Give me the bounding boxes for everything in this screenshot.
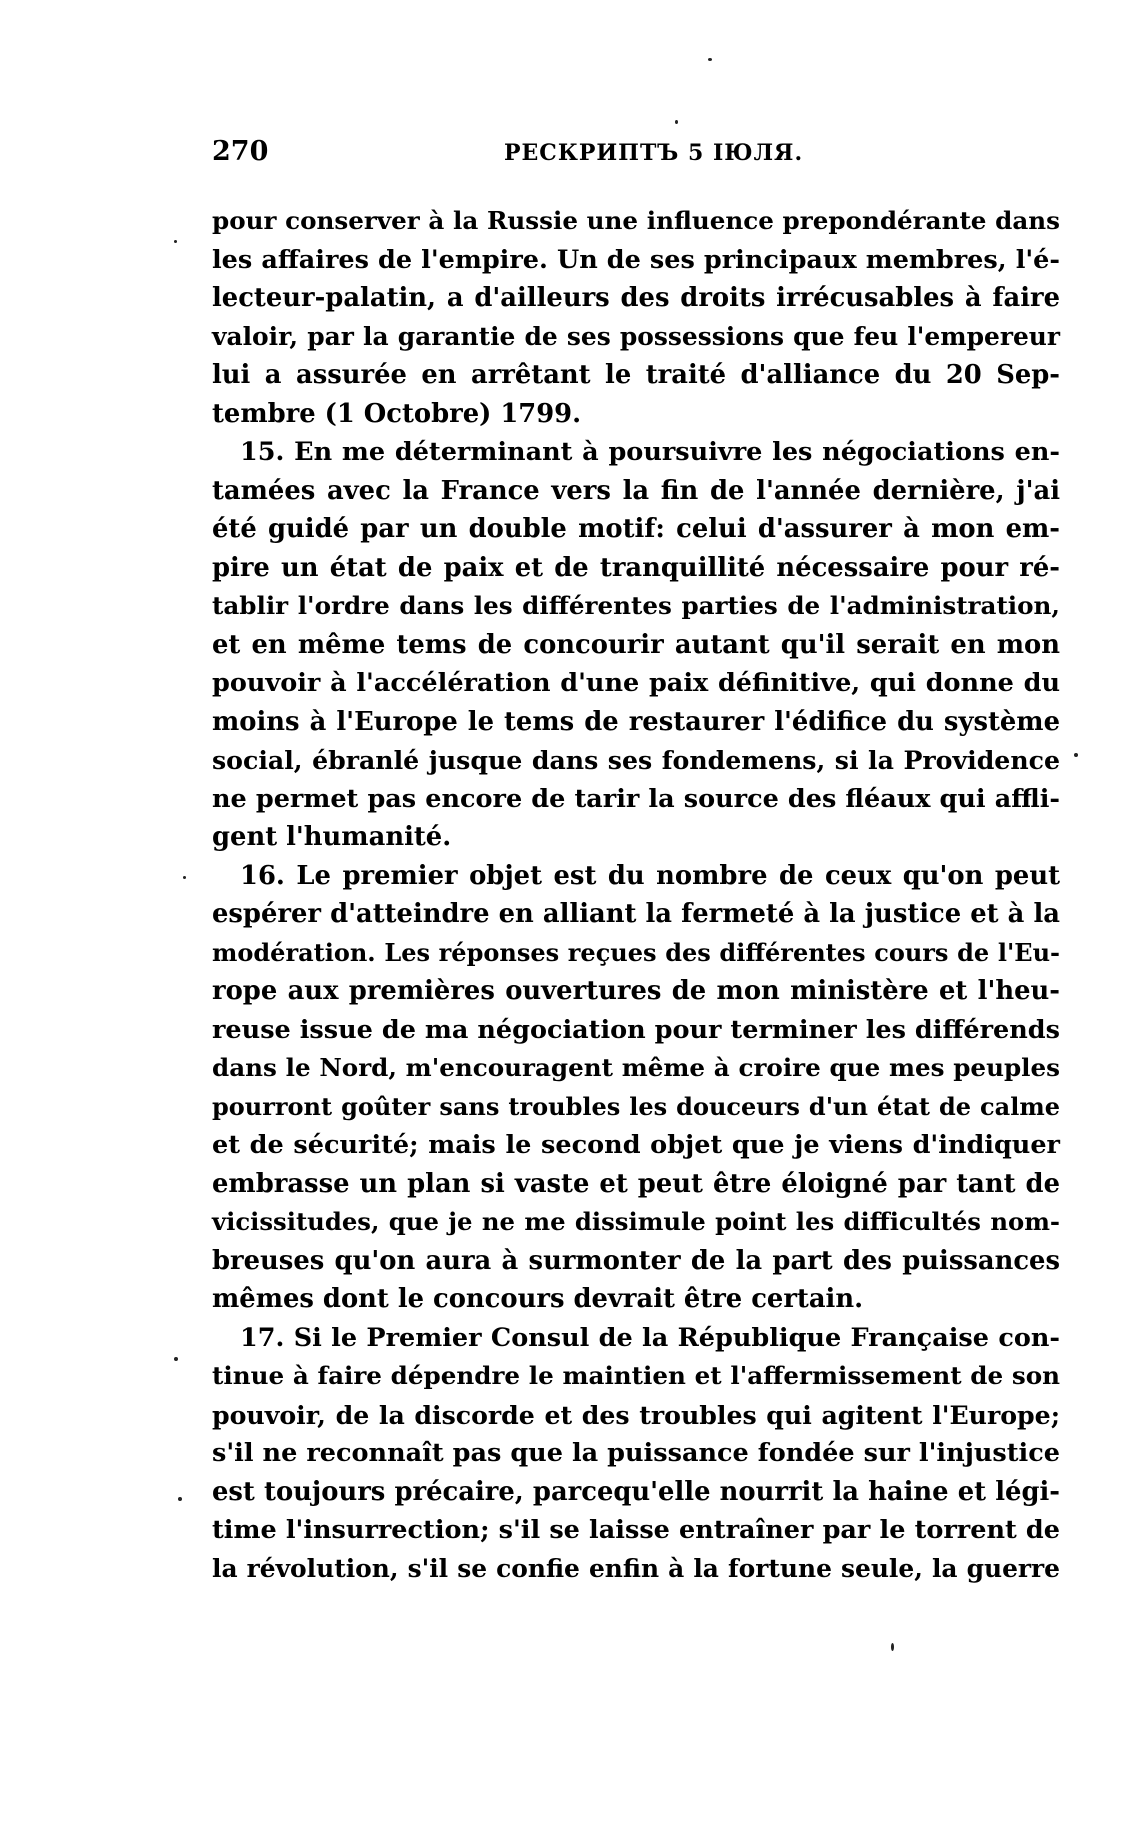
text-line: rope aux premières ouvertures de mon ministère et l'heu- [212,976,1060,1006]
scan-speck [891,1643,894,1651]
scan-speck [708,58,712,61]
text-line: la révolution, s'il se confie enfin à la fortune seule, la guerre [212,1553,1060,1583]
text-line: social, ébranlé jusque dans ses fondemens, si la Providence [212,745,1060,775]
text-line: les affaires de l'empire. Un de ses principaux membres, l'é- [212,244,1060,275]
text-line: et de sécurité; mais le second objet que je viens d'indiquer [212,1130,1060,1160]
text-line: reuse issue de ma négociation pour terminer les différends [212,1014,1060,1045]
text-line: pourront goûter sans troubles les douceurs d'un état de calme [212,1091,1060,1121]
paragraph-start-17: 17. Si le Premier Consul de la République Française con- [240,1322,1060,1353]
text-line: pouvoir, de la discorde et des troubles qui agitent l'Europe; [212,1399,1060,1430]
text-line: vicissitudes, que je ne me dissimule point les difficultés nom- [212,1207,1060,1236]
paragraph-start-15: 15. En me déterminant à poursuivre les négociations en- [240,437,1060,467]
text-line: breuses qu'on aura à surmonter de la part des puissances [212,1245,1060,1276]
text-line: pouvoir à l'accélération d'une paix définitive, qui donne du [212,668,1060,698]
text-line: est toujours précaire, parcequ'elle nourrit la haine et légi- [212,1476,1060,1507]
text-line: lecteur-palatin, a d'ailleurs des droits irrécusables à faire [212,283,1060,313]
text-line: lui a assurée en arrêtant le traité d'alliance du 20 Sep- [212,360,1060,390]
text-line: gent l'humanité. [212,822,452,852]
scan-speck [174,240,177,243]
scan-speck [1074,753,1078,757]
scan-speck [675,120,678,124]
text-line: embrasse un plan si vaste et peut être éloigné par tant de [212,1168,1060,1199]
text-line: été guidé par un double motif: celui d'assurer à mon em- [212,514,1060,544]
text-line: et en même tems de concourir autant qu'il serait en mon [212,629,1060,660]
text-line: ne permet pas encore de tarir la source des fléaux qui affli- [212,783,1060,814]
scan-speck [183,876,186,879]
text-line: modération. Les réponses reçues des différentes cours de l'Eu- [212,937,1060,967]
text-line: tablir l'ordre dans les différentes parties de l'administration, [212,591,1060,620]
text-line: mêmes dont le concours devrait être certain. [212,1284,864,1314]
scan-speck [178,1497,182,1501]
text-line: dans le Nord, m'encouragent même à croire que mes peuples [212,1053,1060,1082]
scan-speck [174,1357,178,1361]
text-line: tamées avec la France vers la fin de l'année dernière, j'ai [212,475,1060,506]
paragraph-start-16: 16. Le premier objet est du nombre de ceux qu'on peut [240,860,1060,891]
text-line: valoir, par la garantie de ses possessions que feu l'empereur [212,321,1060,351]
running-head: РЕСКРИПТЪ 5 ІЮЛЯ. [504,140,804,166]
text-line: tinue à faire dépendre le maintien et l'affermissement de son [212,1361,1060,1390]
body-text [212,202,1060,1588]
text-line: pour conserver à la Russie une influence prepondérante dans [212,206,1060,235]
text-line: time l'insurrection; s'il se laisse entraîner par le torrent de [212,1515,1060,1545]
page-header [212,136,1060,176]
page-number: 270 [212,136,269,167]
text-line: s'il ne reconnaît pas que la puissance fondée sur l'injustice [212,1438,1060,1468]
text-line: moins à l'Europe le tems de restaurer l'édifice du système [212,706,1060,737]
text-line: pire un état de paix et de tranquillité nécessaire pour ré- [212,552,1060,583]
text-line: tembre (1 Octobre) 1799. [212,398,582,429]
text-line: espérer d'atteindre en alliant la fermeté à la justice et à la [212,899,1060,929]
